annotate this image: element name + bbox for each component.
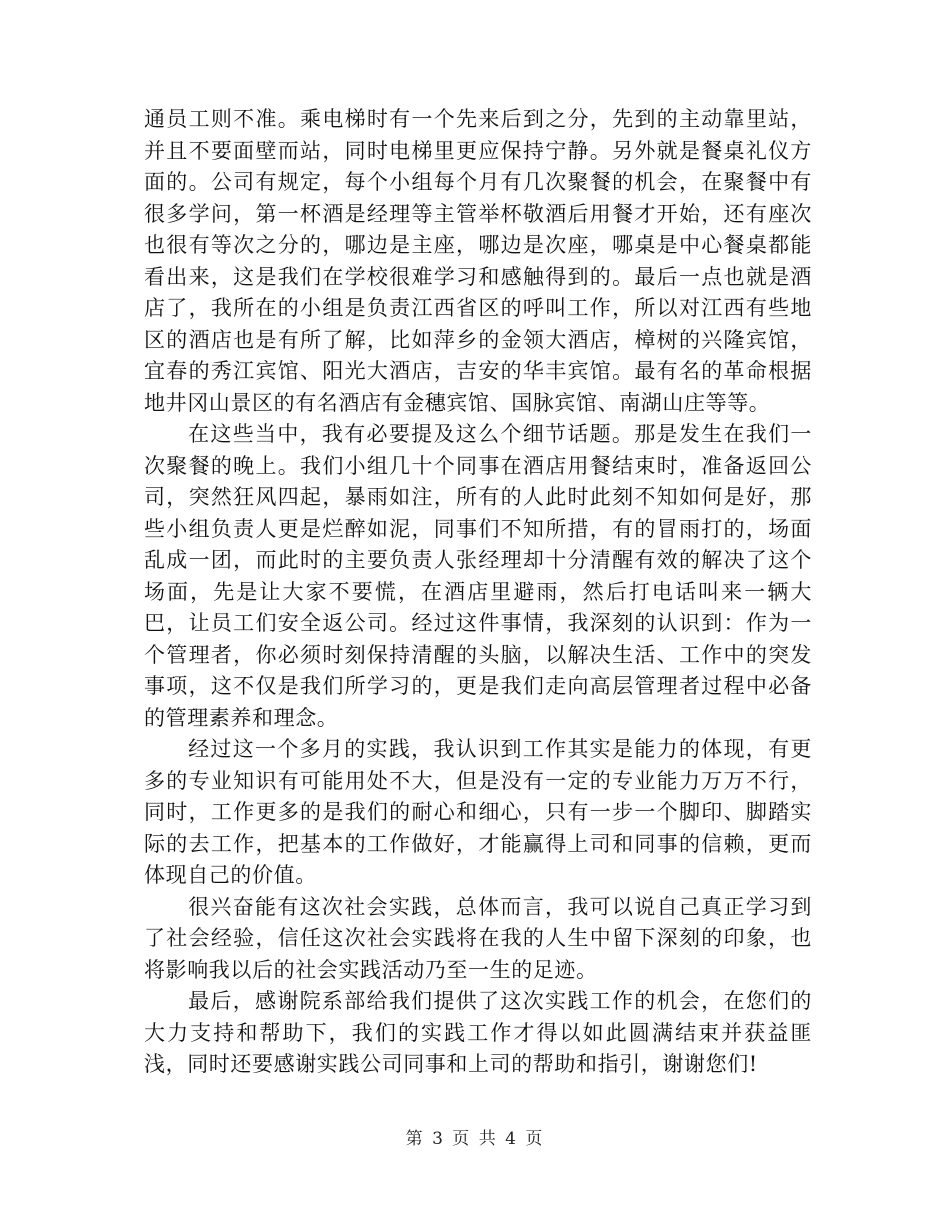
document-body xyxy=(144,104,812,1081)
paragraph-1: 通员工则不准。乘电梯时有一个先来后到之分，先到的主动靠里站，并且不要面壁而站，同时电梯里更应保持宁静。另外就是餐桌礼仪方面的。公司有规定，每个小组每个月有几次聚餐的机会，在聚餐中有很多学问，第一杯酒是经理等主管举杯敬酒后用餐才开始，还有座次也很有等次之分的，哪边是主座，哪边是次座，哪桌是中心餐桌都能看出来，这是我们在学校很难学习和感触得到的。最后一点也就是酒店了，我所在的小组是负责江西省区的呼叫工作，所以对江西有些地区的酒店也是有所了解，比如萍乡的金领大酒店，樟树的兴隆宾馆，宜春的秀江宾馆、阳光大酒店，吉安的华丰宾馆。最有名的革命根据地井冈山景区的有名酒店有金穗宾馆、国脉宾馆、南湖山庄等等。 xyxy=(144,107,812,415)
page-number: 第 3 页 共 4 页 xyxy=(405,1129,545,1149)
paragraph-4: 很兴奋能有这次社会实践，总体而言，我可以说自己真正学习到了社会经验，信任这次社会实践将在我的人生中留下深刻的印象，也将影响我以后的社会实践活动乃至一生的足迹。 xyxy=(144,894,812,982)
paragraph-3: 经过这一个多月的实践，我认识到工作其实是能力的体现，有更多的专业知识有可能用处不大，但是没有一定的专业能力万万不行，同时，工作更多的是我们的耐心和细心，只有一步一个脚印、脚踏实际的去工作，把基本的工作做好，才能赢得上司和同事的信赖，更而体现自己的价值。 xyxy=(144,737,812,887)
paragraph-2: 在这些当中，我有必要提及这么个细节话题。那是发生在我们一次聚餐的晚上。我们小组几十个同事在酒店用餐结束时，准备返回公司，突然狂风四起，暴雨如注，所有的人此时此刻不知如何是好，那些小组负责人更是烂醉如泥，同事们不知所措，有的冒雨打的，场面乱成一团，而此时的主要负责人张经理却十分清醒有效的解决了这个场面，先是让大家不要慌，在酒店里避雨，然后打电话叫来一辆大巴，让员工们安全返公司。经过这件事情，我深刻的认识到：作为一个管理者，你必须时刻保持清醒的头脑，以解决生活、工作中的突发事项，这不仅是我们所学习的，更是我们走向高层管理者过程中必备的管理素养和理念。 xyxy=(144,422,812,730)
paragraph-5: 最后，感谢院系部给我们提供了这次实践工作的机会，在您们的大力支持和帮助下，我们的实践工作才得以如此圆满结束并获益匪浅，同时还要感谢实践公司同事和上司的帮助和指引，谢谢您们! xyxy=(144,989,812,1076)
